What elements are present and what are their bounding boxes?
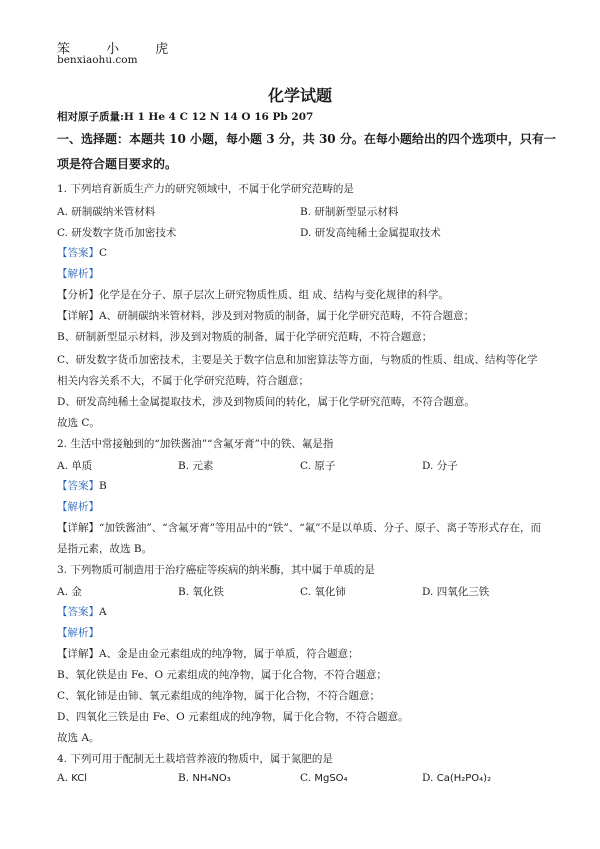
q1-option-b: B. 研制新型显示材料 [300, 206, 399, 218]
section-heading-line1: 一、选择题：本题共 10 小题，每小题 3 分，共 30 分。在每小题给出的四个选项中，只有一 [57, 132, 556, 146]
section-heading-line2: 项是符合题目要求的。 [57, 157, 178, 171]
formula: MgSO₄ [314, 773, 348, 784]
answer-value: B [99, 480, 107, 492]
q1-analysis-tag: 【解析】 [57, 268, 99, 280]
q4-option-d [422, 772, 491, 784]
q3-option-d: D. 四氧化三铁 [422, 586, 490, 598]
answer-tag: 【答案】 [57, 606, 99, 618]
answer-value: C [99, 247, 108, 259]
answer-tag: 【答案】 [57, 247, 99, 259]
q1-fenxi: 【分析】化学是在分子、原子层次上研究物质性质、组 成、结构与变化规律的科学。 [57, 289, 449, 301]
q1-answer [57, 246, 107, 260]
site-logo-url: benxiaohu.com [57, 54, 138, 66]
q3-answer [57, 605, 107, 619]
q3-conclusion: 故选 A。 [57, 732, 100, 744]
q3-option-c: C. 氧化铈 [300, 586, 346, 598]
q1-detail-2: B、研制新型显示材料，涉及到对物质的制备，属于化学研究范畴，不符合题意； [57, 331, 433, 343]
q1-detail-1: 【详解】A、研制碳纳米管材料，涉及到对物质的制备，属于化学研究范畴，不符合题意； [57, 310, 475, 322]
formula: NH₄NO₃ [192, 773, 231, 784]
q1-option-d: D. 研发高纯稀土金属提取技术 [300, 227, 441, 239]
q2-detail-1: 【详解】“加铁酱油”、“含氟牙膏”等用品中的“铁”、“氟”不是以单质、分子、原子、离子等形式存在，而 [57, 522, 541, 534]
option-label: D. [422, 772, 434, 784]
q2-option-c: C. 原子 [300, 460, 336, 472]
q3-analysis-tag: 【解析】 [57, 627, 99, 639]
option-label: B. [178, 772, 190, 784]
q3-detail-2: B、氧化铁是由 Fe、O 元素组成的纯净物，属于化合物，不符合题意； [57, 669, 387, 681]
q3-stem: 3. 下列物质可制造用于治疗癌症等疾病的纳米酶，其中属于单质的是 [57, 564, 375, 576]
q2-option-d: D. 分子 [422, 460, 458, 472]
q3-detail-4: D、四氧化三铁是由 Fe、O 元素组成的纯净物，属于化合物，不符合题意。 [57, 711, 409, 723]
q2-option-a: A. 单质 [57, 460, 93, 472]
q2-analysis-tag: 【解析】 [57, 501, 99, 513]
option-label: A. [57, 772, 68, 784]
atomic-mass-line: 相对原子质量:H 1 He 4 C 12 N 14 O 16 Pb 207 [57, 111, 314, 123]
q2-stem: 2. 生活中常接触到的“加铁酱油”“含氟牙膏”中的铁、氟是指 [57, 438, 334, 450]
q1-detail-4: D、研发高纯稀土金属提取技术，涉及到物质间的转化，属于化学研究范畴，不符合题意。 [57, 396, 475, 408]
site-logo-cn: 笨 小 虎 [57, 42, 185, 57]
q3-detail-3: C、氧化铈是由铈、氧元素组成的纯净物，属于化合物，不符合题意； [57, 690, 381, 702]
q3-detail-1: 【详解】A、金是由金元素组成的纯净物，属于单质，符合题意； [57, 648, 359, 660]
formula: KCl [71, 773, 88, 784]
q4-option-a [57, 772, 87, 784]
q1-option-a: A. 研制碳纳米管材料 [57, 206, 156, 218]
q2-answer [57, 479, 107, 493]
q4-option-b [178, 772, 231, 784]
page-title: 化学试题 [267, 86, 332, 105]
option-label: C. [300, 772, 311, 784]
q2-detail-2: 是指元素，故选 B。 [57, 543, 153, 555]
q1-option-c: C. 研发数字货币加密技术 [57, 227, 177, 239]
q4-option-c [300, 772, 348, 784]
q3-option-b: B. 氧化铁 [178, 586, 224, 598]
answer-tag: 【答案】 [57, 480, 99, 492]
answer-value: A [99, 606, 107, 618]
q4-stem: 4. 下列可用于配制无土栽培营养液的物质中，属于氮肥的是 [57, 753, 333, 765]
formula: Ca(H₂PO₄)₂ [436, 773, 492, 784]
q3-option-a: A. 金 [57, 586, 82, 598]
q1-stem: 1. 下列培育新质生产力的研究领域中，不属于化学研究范畴的是 [57, 183, 354, 195]
q1-detail-3a: C、研发数字货币加密技术，主要是关于数字信息和加密算法等方面，与物质的性质、组成、结构等化学 [57, 354, 538, 366]
q1-detail-3b: 相关内容关系不大，不属于化学研究范畴，符合题意； [57, 375, 309, 387]
q2-option-b: B. 元素 [178, 460, 214, 472]
q1-conclusion: 故选 C。 [57, 417, 100, 429]
